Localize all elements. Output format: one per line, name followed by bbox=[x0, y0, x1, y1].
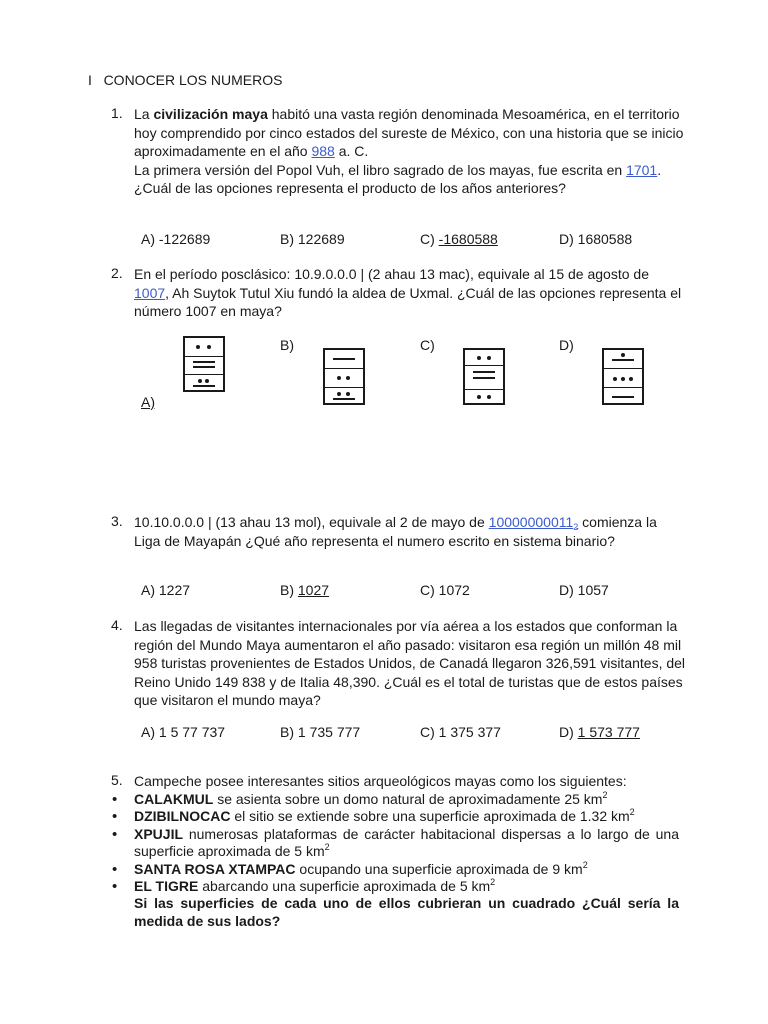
site-description: se asienta sobre un domo natural de aproximadamente 25 km bbox=[213, 791, 603, 807]
q1-option-d: D) 1680588 bbox=[559, 231, 633, 247]
site-area-exponent: 2 bbox=[582, 859, 588, 870]
site-name: DZIBILNOCAC bbox=[134, 808, 231, 825]
q3-binary-digits: 10000000011 bbox=[488, 514, 574, 530]
q2-line2-end: , Ah Suytok Tutul Xiu fundó la aldea de Uxmal. ¿Cuál de las opciones representa el bbox=[165, 284, 682, 301]
site-name: SANTA ROSA XTAMPAC bbox=[134, 860, 296, 877]
q1-line4-start: La primera versión del Popol Vuh, el libro sagrado de los mayas, fue escrita en bbox=[134, 161, 627, 178]
q1-year-1701-link[interactable]: 1701 bbox=[626, 161, 658, 178]
list-item bbox=[112, 878, 679, 895]
q3-option-c: C) 1072 bbox=[420, 582, 470, 598]
site-name: CALAKMUL bbox=[134, 791, 214, 807]
site-area-exponent: 2 bbox=[490, 877, 496, 888]
site-name: EL TIGRE bbox=[134, 878, 199, 895]
q4-line1: Las llegadas de visitantes internacionales por vía aérea a los estados que conforman la bbox=[134, 618, 678, 634]
q4-option-d-value: 1 573 777 bbox=[577, 724, 640, 740]
q3-option-a: A) 1227 bbox=[141, 582, 191, 598]
site-description: el sitio se extiende sobre una superficie aproximada de 1.32 km bbox=[230, 808, 630, 825]
q4-option-d-label: D) bbox=[559, 724, 578, 740]
q2-year-1007-link[interactable]: 1007 bbox=[134, 284, 166, 301]
q3-binary-number-link[interactable] bbox=[489, 514, 579, 530]
site-description: ocupando una superficie aproximada de 9 km bbox=[295, 860, 583, 877]
q1-bold-term: civilización maya bbox=[153, 106, 268, 122]
site-description: abarcando una superficie aproximada de 5 km bbox=[198, 878, 491, 895]
q4-line2: región del Mundo Maya aumentaron el año pasado: visitaron esa región un millón 48 mil bbox=[134, 636, 682, 653]
q3-line1-end: comienza la bbox=[578, 514, 657, 530]
section-title: CONOCER LOS NUMEROS bbox=[103, 72, 283, 88]
q1-year-988-link[interactable]: 988 bbox=[311, 143, 335, 160]
site-area-exponent: 2 bbox=[602, 790, 608, 800]
q1-option-b: B) 122689 bbox=[280, 231, 345, 247]
maya-glyph-option-c bbox=[463, 348, 505, 405]
q1-option-c bbox=[420, 231, 498, 247]
q3-question: Liga de Mayapán ¿Qué año representa el numero escrito en sistema binario? bbox=[134, 532, 615, 549]
q4-line3: 958 turistas provenientes de Estados Unidos, de Canadá llegaron 326,591 visitantes, del bbox=[134, 655, 686, 672]
section-heading bbox=[88, 72, 282, 88]
maya-glyph-option-b bbox=[323, 348, 365, 405]
maya-glyph-option-d bbox=[602, 348, 644, 405]
q3-binary-base: 2 bbox=[573, 522, 579, 532]
question-5-number: 5. bbox=[111, 772, 123, 788]
list-item bbox=[112, 791, 679, 808]
q4-line4: Reino Unido 149 838 y de Italia 48,390. ¿Cuál es el total de turistas que de estos países bbox=[134, 673, 683, 690]
q1-line3-start: aproximadamente en el año bbox=[134, 143, 312, 160]
q1-line3-end: a. C. bbox=[334, 143, 369, 160]
question-2-text bbox=[134, 265, 682, 321]
site-name: XPUJIL bbox=[134, 825, 184, 842]
question-2-number: 2. bbox=[111, 265, 123, 281]
question-4-text bbox=[134, 617, 686, 710]
list-item bbox=[112, 861, 679, 878]
q1-option-a: A) -122689 bbox=[141, 231, 211, 247]
q4-option-a: A) 1 5 77 737 bbox=[141, 724, 226, 740]
question-4-number: 4. bbox=[111, 617, 123, 633]
list-item bbox=[112, 826, 679, 861]
q1-question: ¿Cuál de las opciones representa el producto de los años anteriores? bbox=[134, 180, 566, 197]
question-1-text bbox=[134, 105, 684, 198]
section-roman-numeral: I bbox=[88, 72, 92, 88]
q4-option-c: C) 1 375 377 bbox=[420, 724, 501, 740]
q5-intro: Campeche posee interesantes sitios arqueológicos mayas como los siguientes: bbox=[134, 773, 627, 789]
q4-question: que visitaron el mundo maya? bbox=[134, 692, 321, 709]
q1-option-c-label: C) bbox=[420, 231, 439, 247]
q5-question: Si las superficies de cada uno de ellos cubrieran un cuadrado ¿Cuál sería la medida de sus lados? bbox=[134, 895, 679, 929]
question-1-number: 1. bbox=[111, 105, 123, 121]
q1-line4-end: . bbox=[657, 161, 662, 178]
q3-line1-start: 10.10.0.0.0 | (13 ahau 13 mol), equivale al 2 de mayo de bbox=[134, 514, 489, 530]
q2-option-a-label: A) bbox=[141, 394, 155, 410]
q2-option-d-label: D) bbox=[559, 337, 574, 353]
q5-site-list bbox=[112, 791, 679, 930]
q4-option-b: B) 1 735 777 bbox=[280, 724, 361, 740]
q2-line1: En el período posclásico: 10.9.0.0.0 | (2 ahau 13 mac), equivale al 15 de agosto de bbox=[134, 266, 649, 282]
q1-line1-end: habitó una vasta región denominada Mesoamérica, en el territorio bbox=[267, 106, 680, 122]
list-item bbox=[112, 808, 679, 825]
site-area-exponent: 2 bbox=[629, 807, 635, 818]
q1-line2: hoy comprendido por cinco estados del sureste de México, con una historia que se inicio bbox=[134, 124, 684, 141]
q2-option-b-label: B) bbox=[280, 337, 294, 353]
q3-option-b bbox=[280, 582, 329, 598]
question-3-number: 3. bbox=[111, 513, 123, 529]
q4-option-d bbox=[559, 724, 640, 740]
maya-glyph-option-a bbox=[183, 336, 225, 392]
q3-option-b-value: 1027 bbox=[297, 582, 330, 598]
q3-option-d: D) 1057 bbox=[559, 582, 609, 598]
q2-question: número 1007 en maya? bbox=[134, 303, 282, 320]
q1-option-c-value: -1680588 bbox=[438, 231, 498, 247]
q2-option-c-label: C) bbox=[420, 337, 435, 353]
q1-line1-start: La bbox=[134, 106, 154, 122]
site-description: numerosas plataformas de carácter habitacional dispersas a lo largo de una superficie aproximada de 5 km bbox=[134, 825, 679, 860]
question-3-text bbox=[134, 513, 679, 550]
q3-option-b-label: B) bbox=[280, 582, 298, 598]
site-area-exponent: 2 bbox=[324, 842, 330, 853]
